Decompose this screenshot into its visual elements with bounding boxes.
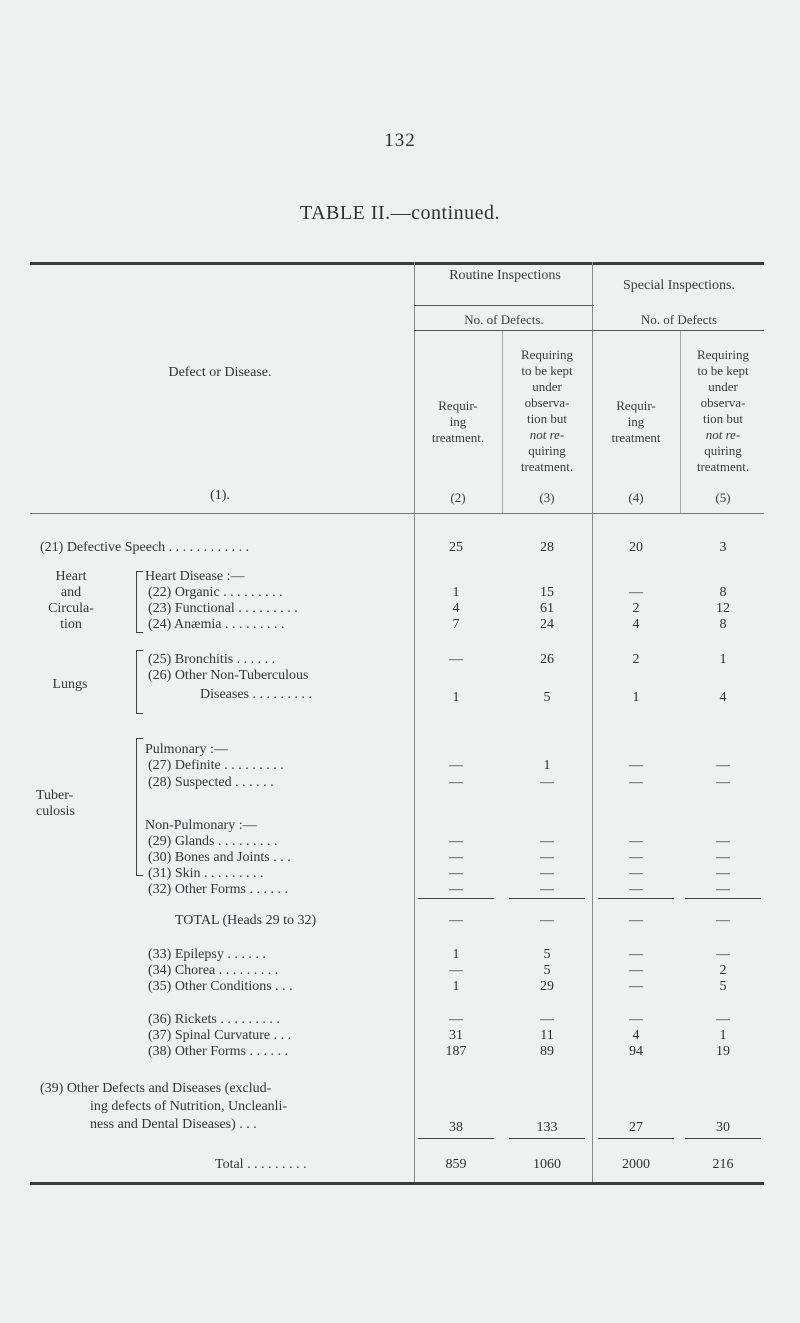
header-bottom-rule — [30, 513, 764, 514]
cell-value: — — [716, 866, 730, 881]
subhead-non-pulmonary: Non-Pulmonary :— — [145, 818, 257, 833]
cell-value: — — [629, 882, 643, 897]
cell-value: — — [540, 1012, 554, 1027]
col5-label: Requiring to be kept under observa- tion but not re- quiring treatment. — [696, 347, 750, 474]
cell-value: 2 — [632, 601, 640, 616]
cell-value: 1 — [452, 690, 460, 705]
cell-value: 1 — [452, 947, 460, 962]
row-label: (37) Spinal Curvature . . . — [148, 1028, 292, 1043]
cell-value: 4 — [632, 617, 640, 632]
row-label: TOTAL (Heads 29 to 32) — [175, 913, 317, 928]
cell-value: — — [716, 850, 730, 865]
row-label: (21) Defective Speech . . . . . . . . . . . . — [40, 540, 250, 555]
row-label: (25) Bronchitis . . . . . . — [148, 652, 276, 667]
row-label: (28) Suspected . . . . . . — [148, 775, 274, 790]
header-rule — [414, 305, 594, 306]
cell-value: — — [449, 758, 463, 773]
row-label: (31) Skin . . . . . . . . . — [148, 866, 264, 881]
row-label: (23) Functional . . . . . . . . . — [148, 601, 298, 616]
cell-value: 8 — [719, 585, 727, 600]
row-label: (35) Other Conditions . . . — [148, 979, 293, 994]
subhead-pulmonary: Pulmonary :— — [145, 742, 228, 757]
cell-value: — — [716, 834, 730, 849]
cell-value: — — [449, 834, 463, 849]
cell-value: 38 — [449, 1120, 463, 1135]
cell-value: 5 — [719, 979, 727, 994]
cell-value: 2 — [719, 963, 727, 978]
subtotal-rule — [418, 898, 494, 899]
cell-value: — — [629, 834, 643, 849]
cell-value: 26 — [540, 652, 554, 667]
cell-value: — — [629, 866, 643, 881]
cell-value: 24 — [540, 617, 554, 632]
cell-value: — — [540, 775, 554, 790]
cell-value: 30 — [716, 1120, 730, 1135]
table-title: TABLE II.—continued. — [299, 202, 501, 224]
cell-value: 187 — [445, 1044, 467, 1059]
cell-value: 5 — [543, 690, 551, 705]
row-label: (30) Bones and Joints . . . — [148, 850, 291, 865]
cell-value: — — [629, 1012, 643, 1027]
col2-number: (2) — [450, 490, 466, 505]
cell-value: — — [540, 882, 554, 897]
table-bottom-rule — [30, 1182, 764, 1185]
cell-value: — — [629, 947, 643, 962]
cell-value: 5 — [543, 963, 551, 978]
table-top-rule — [30, 262, 764, 265]
cell-value: 2000 — [622, 1157, 650, 1172]
row-label: (29) Glands . . . . . . . . . — [148, 834, 278, 849]
cell-value: — — [449, 866, 463, 881]
row-label: (27) Definite . . . . . . . . . — [148, 758, 284, 773]
row-label: (26) Other Non-Tuberculous — [148, 668, 309, 683]
header-rule — [414, 330, 764, 331]
subtotal-rule — [598, 898, 674, 899]
row-label: (22) Organic . . . . . . . . . — [148, 585, 283, 600]
cell-value: — — [716, 913, 730, 928]
group-brace — [136, 738, 143, 876]
cell-value: 19 — [716, 1044, 730, 1059]
cell-value: 25 — [449, 540, 463, 555]
cell-value: 4 — [719, 690, 727, 705]
row-label: (39) Other Defects and Diseases (exclud- — [40, 1081, 272, 1096]
cell-value: — — [716, 882, 730, 897]
cell-value: — — [449, 1012, 463, 1027]
cell-value: — — [449, 775, 463, 790]
col1-number: (1). — [210, 488, 230, 503]
subhead-heart-disease: Heart Disease :— — [145, 569, 245, 584]
cell-value: 4 — [452, 601, 460, 616]
cell-value: 29 — [540, 979, 554, 994]
cell-value: 1 — [452, 979, 460, 994]
cell-value: — — [540, 866, 554, 881]
cell-value: 1 — [543, 758, 551, 773]
col2-label: Requir- ing treatment. — [431, 398, 485, 445]
row-label: (24) Anæmia . . . . . . . . . — [148, 617, 285, 632]
cell-value: — — [629, 758, 643, 773]
cell-value: — — [449, 913, 463, 928]
col3-label: Requiring to be kept under observa- tion but not re- quiring treatment. — [520, 347, 574, 474]
cell-value: 3 — [719, 540, 727, 555]
cell-value: 1 — [452, 585, 460, 600]
group-heart-circulation: Heart and Circula- tion — [48, 569, 94, 632]
cell-value: 28 — [540, 540, 554, 555]
row-label: (38) Other Forms . . . . . . — [148, 1044, 288, 1059]
col3-number: (3) — [539, 490, 555, 505]
row-label-continued: Diseases . . . . . . . . . — [200, 687, 312, 702]
cell-value: — — [449, 652, 463, 667]
cell-value: — — [629, 913, 643, 928]
cell-value: 12 — [716, 601, 730, 616]
group-brace — [136, 571, 143, 633]
cell-value: 31 — [449, 1028, 463, 1043]
cell-value: — — [716, 758, 730, 773]
row-label: (36) Rickets . . . . . . . . . — [148, 1012, 280, 1027]
row-label-continued: ness and Dental Diseases) . . . — [90, 1117, 257, 1132]
cell-value: 61 — [540, 601, 554, 616]
cell-value: — — [716, 775, 730, 790]
cell-value: 1060 — [533, 1157, 561, 1172]
cell-value: 1 — [719, 1028, 727, 1043]
group-brace — [136, 650, 143, 714]
cell-value: — — [449, 882, 463, 897]
cell-value: 5 — [543, 947, 551, 962]
cell-value: 27 — [629, 1120, 643, 1135]
group-lungs: Lungs — [52, 677, 88, 692]
cell-value: — — [540, 850, 554, 865]
cell-value: 89 — [540, 1044, 554, 1059]
defect-or-disease-header: Defect or Disease. — [168, 365, 272, 380]
cell-value: — — [540, 913, 554, 928]
cell-value: 2 — [632, 652, 640, 667]
cell-value: 216 — [712, 1157, 734, 1172]
subtotal-rule — [598, 1138, 674, 1139]
routine-no-of-defects: No. of Defects. — [464, 312, 544, 327]
cell-value: — — [716, 947, 730, 962]
subtotal-rule — [685, 898, 761, 899]
row-label: Total . . . . . . . . . — [215, 1157, 307, 1172]
cell-value: — — [629, 775, 643, 790]
special-inspections-header: Special Inspections. — [623, 278, 735, 293]
row-label: (34) Chorea . . . . . . . . . — [148, 963, 279, 978]
row-label: (32) Other Forms . . . . . . — [148, 882, 288, 897]
cell-value: 8 — [719, 617, 727, 632]
cell-value: 7 — [452, 617, 460, 632]
group-tuberculosis: Tuber- culosis — [36, 788, 75, 819]
cell-value: 1 — [719, 652, 727, 667]
cell-value: — — [629, 963, 643, 978]
subtotal-rule — [685, 1138, 761, 1139]
page-number: 132 — [384, 130, 416, 151]
cell-value: 94 — [629, 1044, 643, 1059]
subtotal-rule — [509, 898, 585, 899]
cell-value: 15 — [540, 585, 554, 600]
cell-value: — — [629, 979, 643, 994]
cell-value: — — [449, 963, 463, 978]
cell-value: — — [449, 850, 463, 865]
cell-value: 20 — [629, 540, 643, 555]
row-label: (33) Epilepsy . . . . . . — [148, 947, 266, 962]
row-label-continued: ing defects of Nutrition, Uncleanli- — [90, 1099, 288, 1114]
subtotal-rule — [418, 1138, 494, 1139]
special-no-of-defects: No. of Defects — [640, 312, 718, 327]
cell-value: 859 — [445, 1157, 467, 1172]
cell-value: — — [540, 834, 554, 849]
cell-value: 11 — [540, 1028, 554, 1043]
col4-label: Requir- ing treatment — [611, 398, 661, 445]
routine-inspections-header: Routine Inspections — [449, 268, 561, 283]
col5-number: (5) — [715, 490, 731, 505]
cell-value: 133 — [536, 1120, 558, 1135]
cell-value: — — [629, 585, 643, 600]
cell-value: — — [629, 850, 643, 865]
subtotal-rule — [509, 1138, 585, 1139]
cell-value: 1 — [632, 690, 640, 705]
cell-value: 4 — [632, 1028, 640, 1043]
cell-value: — — [716, 1012, 730, 1027]
col4-number: (4) — [628, 490, 644, 505]
